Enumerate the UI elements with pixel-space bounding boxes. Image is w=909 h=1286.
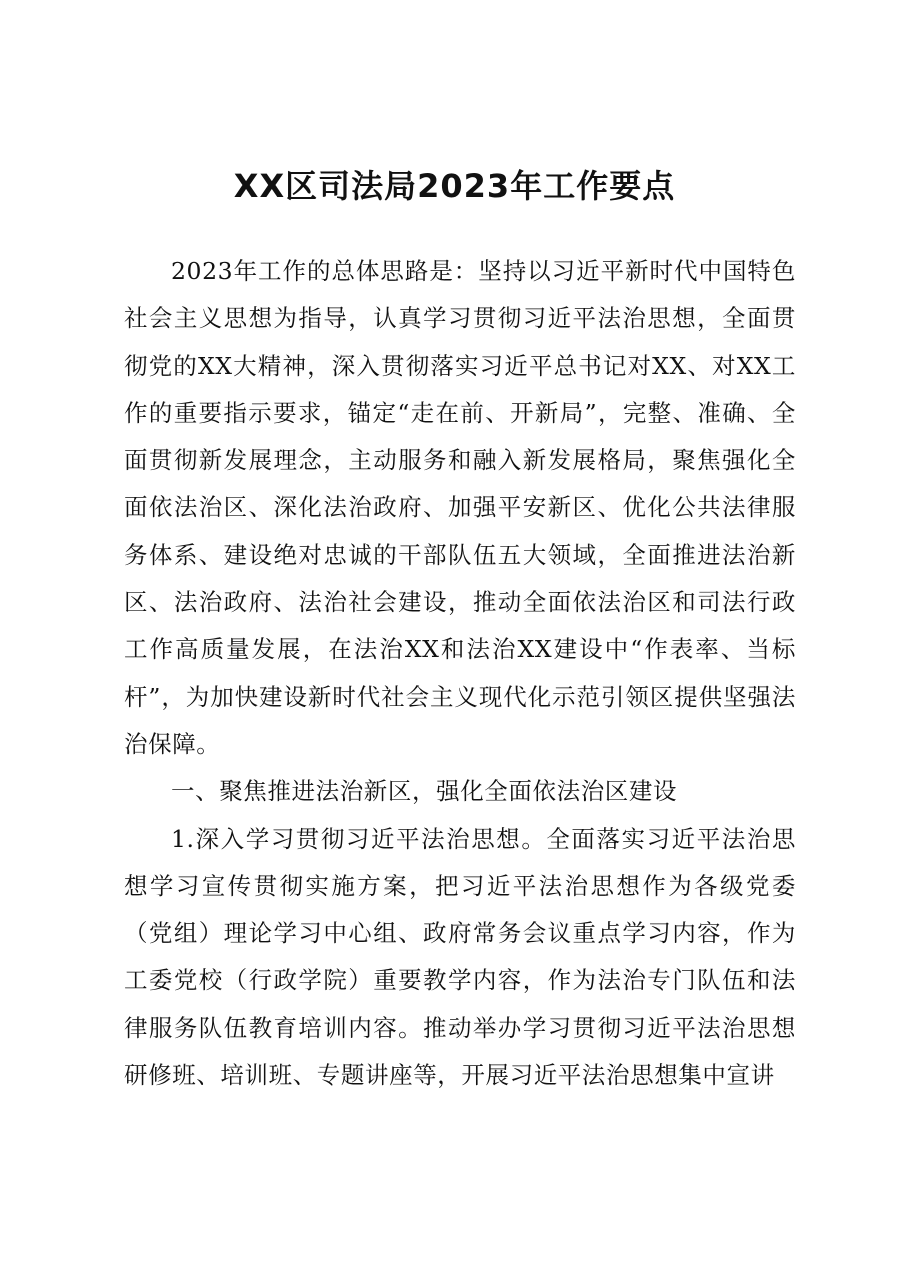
document-title: XX区司法局2023年工作要点 [233, 167, 676, 205]
item-paragraph-1: 1.深入学习贯彻习近平法治思想。全面落实习近平法治思想学习宣传贯彻实施方案，把习近平法治思想作为各级党委（党组）理论学习中心组、政府常务会议重点学习内容，作为工委党校（行政学院）重要教学内容，作为法治专门队伍和法律服务队伍教育培训内容。推动举办学习贯彻习近平法治思想研修班、培训班、专题讲座等，开展习近平法治思想集中宣讲 [124, 824, 796, 1090]
document-body [124, 248, 796, 1099]
section-heading-1: 一、聚焦推进法治新区，强化全面依法治区建设 [171, 777, 678, 806]
intro-paragraph: 2023年工作的总体思路是：坚持以习近平新时代中国特色社会主义思想为指导，认真学习贯彻习近平法治思想，全面贯彻党的XX大精神，深入贯彻落实习近平总书记对XX、对XX工作的重要指示要求，锚定“走在前、开新局”，完整、准确、全面贯彻新发展理念，主动服务和融入新发展格局，聚焦强化全面依法治区、深化法治政府、加强平安新区、优化公共法律服务体系、建设绝对忠诚的干部队伍五大领域，全面推进法治新区、法治政府、法治社会建设，推动全面依法治区和司法行政工作高质量发展，在法治XX和法治XX建设中“作表率、当标杆”，为加快建设新时代社会主义现代化示范引领区提供坚强法治保障。 [124, 257, 796, 758]
